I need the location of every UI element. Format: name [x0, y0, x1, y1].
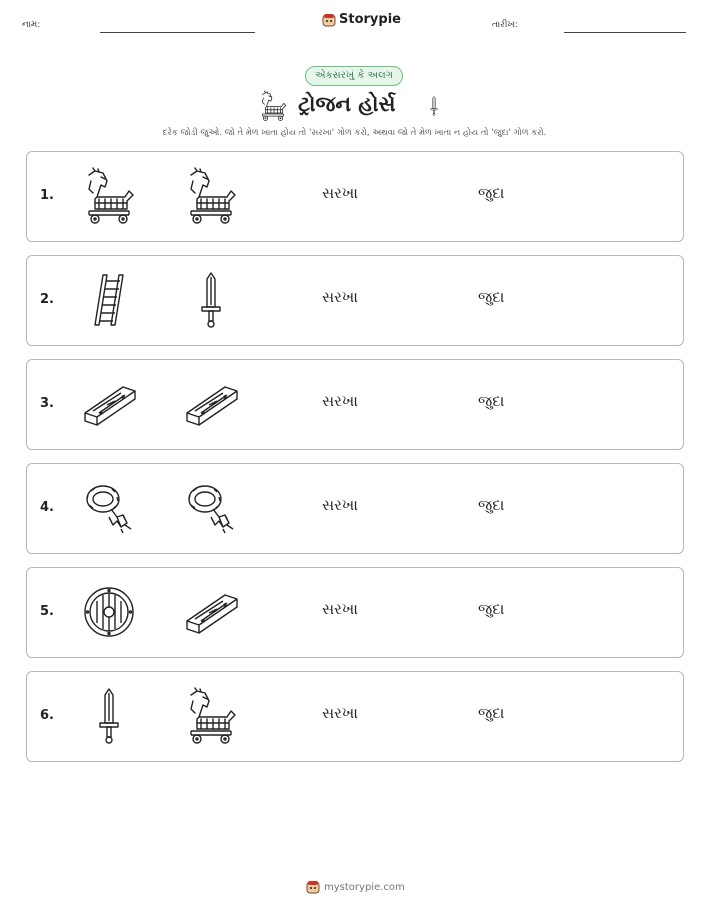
different-option[interactable]: જુદા: [478, 704, 505, 722]
left-picture: [81, 687, 137, 745]
trojan-horse-icon: [81, 167, 137, 225]
storypie-mascot-icon: [306, 880, 320, 894]
wooden-plank-icon: [183, 375, 239, 433]
left-picture: [81, 271, 137, 329]
same-option[interactable]: સરખા: [322, 600, 358, 618]
instructions: દરેક જોડી જુઓ. જો તે મેળ ખાતા હોય તો 'સરખા' ગોળ કરો, અથવા જો તે મેળ ખાતા ન હોય તો 'જુદા' ગોળ કરો.: [162, 128, 547, 138]
right-picture: [183, 271, 239, 329]
right-picture: [183, 687, 239, 745]
left-picture: [81, 375, 137, 433]
question-number: 2.: [40, 292, 54, 307]
question-card: [26, 463, 684, 554]
same-option[interactable]: સરખા: [322, 496, 358, 514]
different-option[interactable]: જુદા: [478, 184, 505, 202]
shield-icon: [81, 583, 137, 641]
trojan-horse-icon: [183, 687, 239, 745]
date-label: તારીખ:: [492, 20, 518, 30]
question-card: [26, 255, 684, 346]
footer-url[interactable]: mystorypie.com: [324, 881, 405, 893]
trojan-horse-icon: [258, 90, 288, 122]
right-picture: [183, 479, 239, 537]
different-option[interactable]: જુદા: [478, 288, 505, 306]
different-option[interactable]: જુદા: [478, 392, 505, 410]
question-number: 6.: [40, 708, 54, 723]
sword-icon: [424, 91, 444, 121]
question-number: 5.: [40, 604, 54, 619]
question-card: [26, 359, 684, 450]
same-option[interactable]: સરખા: [322, 704, 358, 722]
rope-icon: [183, 479, 239, 537]
name-line[interactable]: [100, 32, 255, 33]
question-card: [26, 567, 684, 658]
wooden-plank-icon: [183, 583, 239, 641]
right-picture: [183, 583, 239, 641]
rope-icon: [81, 479, 137, 537]
different-option[interactable]: જુદા: [478, 496, 505, 514]
left-picture: [81, 479, 137, 537]
right-picture: [183, 375, 239, 433]
sword-icon: [183, 271, 239, 329]
footer: [306, 880, 405, 894]
brand-logo: [322, 12, 401, 27]
left-picture: [81, 167, 137, 225]
name-label: નામ:: [22, 20, 41, 30]
trojan-horse-icon: [183, 167, 239, 225]
different-option[interactable]: જુદા: [478, 600, 505, 618]
sword-icon: [81, 687, 137, 745]
same-option[interactable]: સરખા: [322, 392, 358, 410]
worksheet-type-badge: એકસરખું કે અલગ: [305, 66, 403, 86]
same-option[interactable]: સરખા: [322, 184, 358, 202]
question-number: 4.: [40, 500, 54, 515]
question-number: 1.: [40, 188, 54, 203]
title-row: [0, 88, 709, 124]
left-picture: [81, 583, 137, 641]
page-title: ટ્રોજન હોર્સ: [298, 92, 396, 116]
question-card: [26, 671, 684, 762]
same-option[interactable]: સરખા: [322, 288, 358, 306]
date-line[interactable]: [564, 32, 686, 33]
wooden-plank-icon: [81, 375, 137, 433]
brand-name: Storypie: [339, 12, 401, 27]
right-picture: [183, 167, 239, 225]
storypie-mascot-icon: [322, 13, 336, 27]
ladder-icon: [81, 271, 137, 329]
question-card: [26, 151, 684, 242]
question-number: 3.: [40, 396, 54, 411]
